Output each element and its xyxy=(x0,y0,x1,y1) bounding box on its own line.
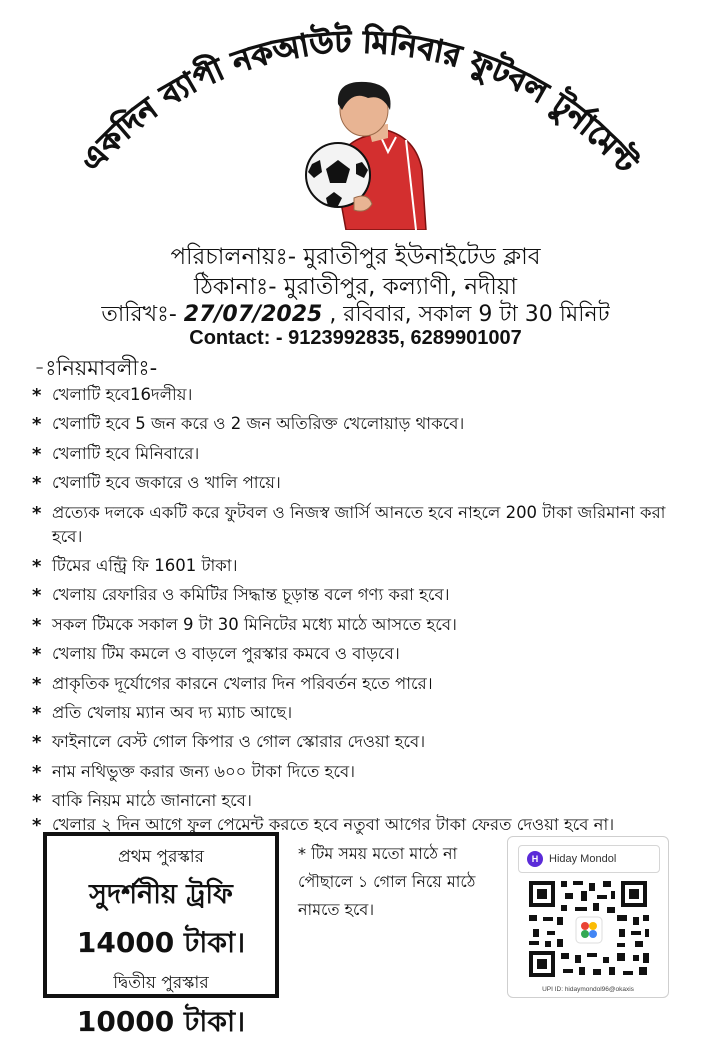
payee-avatar: H xyxy=(527,851,543,867)
rule-item: * বাকি নিয়ম মাঠে জানানো হবে। xyxy=(30,789,690,813)
rules-list xyxy=(30,383,690,842)
qr-code-icon[interactable] xyxy=(521,877,655,981)
rule-item: * খেলাটি হবে জকারে ও খালি পায়ে। xyxy=(30,471,690,495)
player-with-ball-illustration xyxy=(276,80,436,230)
payee-name: Hiday Mondol xyxy=(549,853,617,865)
second-prize-amount: 10000 টাকা। xyxy=(76,1005,246,1038)
rule-item: * সকল টিমকে সকাল 9 টা 30 মিনিটের মধ্যে মাঠে আসতে হবে। xyxy=(30,613,690,637)
rule-item: * প্রতি খেলায় ম্যান অব দ্য ম্যাচ আছে। xyxy=(30,701,690,725)
rule-item: * টিমের এন্ট্রি ফি 1601 টাকা। xyxy=(30,554,690,578)
rule-item: * খেলার ২ দিন আগে ফুল পেমেন্ট করতে হবে নতুবা আগের টাকা ফেরত দেওয়া হবে না। xyxy=(30,813,690,837)
event-date: 27/07/2025 xyxy=(183,302,323,327)
upi-payee-header xyxy=(518,845,660,873)
rule-item: * প্রাকৃতিক দূর্যোগের কারনে খেলার দিন পরিবর্তন হতে পারে। xyxy=(30,672,690,696)
contact-line: Contact: - 9123992835, 6289901007 xyxy=(189,327,522,349)
first-prize-amount: 14000 টাকা। xyxy=(76,926,246,959)
upi-id: UPI ID: hidaymondol96@okaxis xyxy=(542,986,634,993)
rule-item: * খেলায় টিম কমলে ও বাড়লে পুরস্কার কমবে ও বাড়বে। xyxy=(30,642,690,666)
rule-item: * ফাইনালে বেস্ট গোল কিপার ও গোল স্কোরার দেওয়া হবে। xyxy=(30,730,690,754)
first-prize-trophy: সুদর্শনীয় ট্রফি xyxy=(89,879,233,910)
date-details: , রবিবার, সকাল 9 টা 30 মিনিট xyxy=(329,302,610,327)
organizer-line: পরিচালনায়ঃ- মুরাতীপুর ইউনাইটেড ক্লাব xyxy=(170,244,541,270)
date-label: তারিখঃ- xyxy=(101,302,177,327)
address-line: ঠিকানাঃ- মুরাতীপুর, কল্যাণী, নদীয়া xyxy=(193,274,517,300)
rules-heading: -ঃনিয়মাবলীঃ- xyxy=(34,356,158,380)
upi-payment-card xyxy=(507,836,669,998)
rule-item: * খেলাটি হবে মিনিবারে। xyxy=(30,442,690,466)
rule-item: * প্রত্যেক দলকে একটি করে ফুটবল ও নিজস্ব জার্সি আনতে হবে নাহলে 200 টাকা জরিমানা করা হবে। xyxy=(30,501,690,549)
second-prize-label: দ্বিতীয় পুরস্কার xyxy=(113,973,209,993)
title-text: একদিন ব্যাপী নকআউট মিনিবার ফুটবল টুর্নামেন্ট xyxy=(73,24,644,181)
late-arrival-note: * টিম সময় মতো মাঠে না পৌছালে ১ গোল নিয়ে মাঠে নামতে হবে। xyxy=(298,844,476,919)
rule-item: * নাম নথিভুক্ত করার জন্য ৬০০ টাকা দিতে হবে। xyxy=(30,760,690,784)
prize-box xyxy=(43,832,279,1038)
rule-item: * খেলাটি হবে16দলীয়। xyxy=(30,383,690,407)
first-prize-label: প্রথম পুরস্কার xyxy=(118,847,204,867)
rule-item: * খেলায় রেফারির ও কমিটির সিদ্ধান্ত চূড়ান্ত বলে গণ্য করা হবে। xyxy=(30,583,690,607)
rule-item: * খেলাটি হবে 5 জন করে ও 2 জন অতিরিক্ত খেলোয়াড় থাকবে। xyxy=(30,412,690,436)
